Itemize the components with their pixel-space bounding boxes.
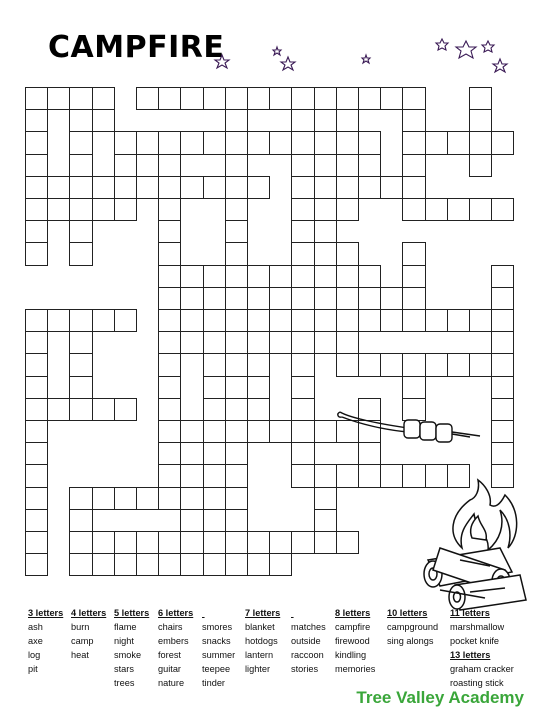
word-item: pit (28, 664, 38, 675)
word-item: guitar (158, 664, 181, 675)
word-list-header: 8 letters (335, 608, 371, 618)
word-list-header: 11 letters (450, 608, 490, 618)
word-item: raccoon (291, 650, 324, 661)
word-list-header: 13 letters (450, 650, 491, 661)
page-title: CAMPFIRE (48, 30, 225, 65)
word-item: hotdogs (245, 636, 278, 647)
word-item: firewood (335, 636, 370, 647)
word-item: summer (202, 650, 236, 661)
word-list-header: 4 letters (71, 608, 107, 618)
word-item: flame (114, 622, 137, 633)
word-item: lantern (245, 650, 274, 661)
word-item: snacks (202, 636, 231, 647)
word-list-header: 5 letters (114, 608, 150, 618)
word-item: lighter (245, 664, 271, 675)
word-item: marshmallow (450, 622, 505, 633)
word-item: roasting stick (450, 678, 504, 689)
word-item: stories (291, 664, 319, 675)
word-list-header: 3 letters (28, 608, 64, 618)
word-item: trees (114, 678, 135, 689)
brand-name: Tree Valley Academy (356, 688, 524, 707)
word-item: axe (28, 636, 43, 647)
word-item: blanket (245, 622, 275, 633)
word-item: graham cracker (450, 664, 514, 675)
word-item: stars (114, 664, 134, 675)
word-item: embers (158, 636, 189, 647)
word-item: matches (291, 622, 326, 633)
word-item: forest (158, 650, 181, 661)
word-item: pocket knife (450, 636, 500, 647)
word-item: log (28, 650, 41, 661)
word-item: campground (387, 622, 439, 633)
word-item: smores (202, 622, 233, 633)
campfire-icon (424, 480, 526, 610)
word-item: sing alongs (387, 636, 434, 647)
word-item: memories (335, 664, 376, 675)
word-item: heat (71, 650, 89, 661)
word-item: tinder (202, 678, 225, 689)
word-list-header: 6 letters (158, 608, 194, 618)
word-item: teepee (202, 664, 231, 675)
marshmallow-stick-icon (338, 412, 480, 442)
word-list-header: 7 letters (245, 608, 281, 618)
word-item: ash (28, 622, 43, 633)
word-item: outside (291, 636, 321, 647)
word-item: chairs (158, 622, 183, 633)
word-item: burn (71, 622, 90, 633)
word-item: night (114, 636, 134, 647)
word-item: nature (158, 678, 185, 689)
word-list-header: 10 letters (387, 608, 428, 618)
word-item: camp (71, 636, 94, 647)
word-item: smoke (114, 650, 142, 661)
word-item: campfire (335, 622, 371, 633)
word-item: kindling (335, 650, 367, 661)
